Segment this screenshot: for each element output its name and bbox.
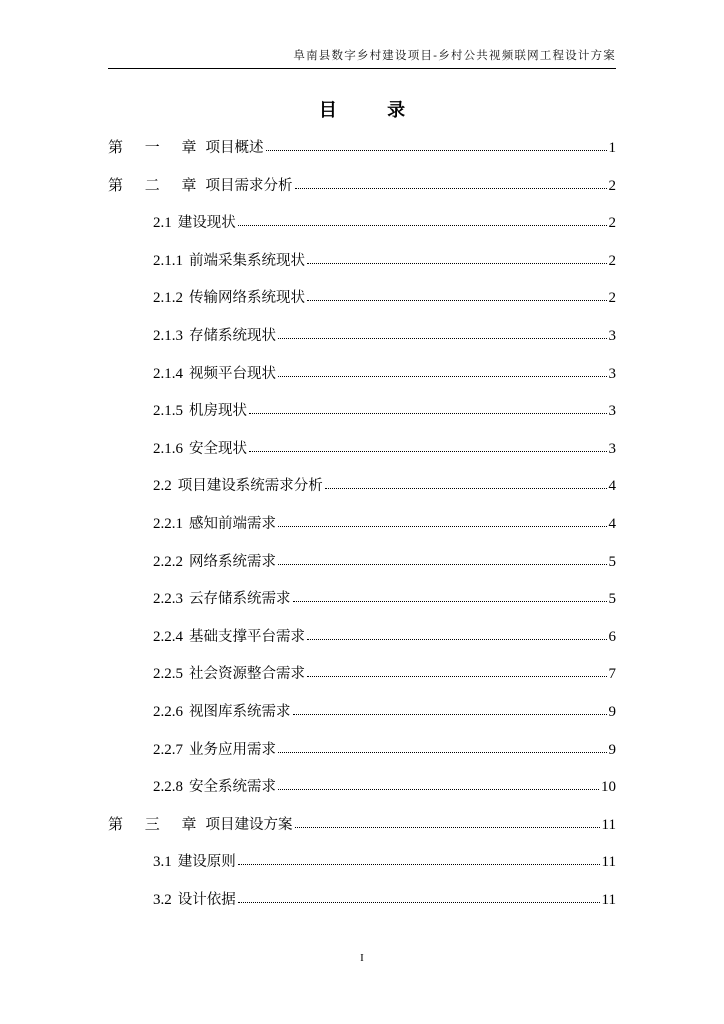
toc-entry-page: 4 [608,478,616,495]
toc-entry-number: 2.2.5 [153,666,183,683]
toc-entry-number: 2.2.3 [153,591,183,608]
toc-entry[interactable] [153,738,616,760]
toc-entry-page: 7 [608,666,616,683]
toc-entry-label: 业务应用需求 [189,741,276,758]
toc-entry-number: 第 一 章 [108,140,206,156]
toc-entry[interactable] [153,211,616,233]
toc-entry-label: 网络系统需求 [189,553,276,570]
toc-entry-label: 机房现状 [189,403,247,420]
toc-entry-page: 2 [608,290,616,307]
toc-dot-leader [238,225,607,226]
toc-entry-number: 3.2 [153,892,172,908]
toc-entry-page: 3 [608,403,616,420]
toc-entry-label: 视频平台现状 [189,365,276,382]
toc-dot-leader [266,150,607,151]
toc-dot-leader [249,451,607,452]
toc-entry-number: 2.2.7 [153,741,183,758]
toc-entry-number: 2.2.8 [153,779,183,796]
toc-entry-page: 3 [608,440,616,457]
toc-entry-label: 存储系统现状 [189,328,276,344]
toc-entry-number: 3.1 [153,854,172,871]
toc-dot-leader [278,338,607,339]
toc-dot-leader [278,526,607,527]
toc-entry[interactable] [153,550,616,572]
toc-entry-page: 6 [608,628,616,645]
toc-entry[interactable] [153,587,616,609]
toc-entry-label: 建设现状 [177,215,236,232]
toc-dot-leader [307,676,607,677]
toc-entry-number: 2.1.5 [153,403,183,420]
toc-entry[interactable] [153,474,616,496]
toc-entry[interactable] [153,775,616,797]
toc-entry-number: 2.2 [153,478,172,495]
toc-entry[interactable] [108,136,616,158]
toc-entry-number: 2.2.6 [153,704,183,720]
toc-entry[interactable] [153,625,616,647]
toc-dot-leader [293,601,607,602]
toc-dot-leader [249,413,607,414]
toc-dot-leader [278,752,607,753]
toc-dot-leader [278,564,607,565]
toc-entry-page: 11 [601,816,616,833]
toc-dot-leader [307,263,607,264]
toc-entry-number: 2.2.2 [153,553,183,570]
toc-entry-page: 11 [601,854,616,871]
toc-entry-number: 2.1.2 [153,290,183,307]
toc-dot-leader [307,639,607,640]
toc-entry-page: 5 [608,591,616,608]
toc-dot-leader [278,789,599,790]
toc-entry[interactable] [153,437,616,459]
toc-dot-leader [238,902,600,903]
toc-entry-label: 感知前端需求 [189,516,276,532]
toc-entry-page: 3 [608,365,616,382]
toc-entry-label: 社会资源整合需求 [189,666,305,683]
toc-entry-number: 2.2.4 [153,628,183,645]
toc-dot-leader [293,714,607,715]
toc-entry[interactable] [153,888,616,910]
toc-entry-label: 安全现状 [189,440,247,457]
toc-entry[interactable] [108,813,616,835]
toc-entry[interactable] [153,249,616,271]
toc-entry[interactable] [153,362,616,384]
toc-entry-page: 1 [608,140,616,156]
toc-title: 目 录 [318,100,428,121]
toc-entry-label: 设计依据 [177,892,236,908]
toc-entry-page: 2 [608,177,616,194]
toc-entry-page: 2 [608,252,616,269]
toc-dot-leader [295,188,607,189]
toc-dot-leader [238,864,600,865]
toc-entry[interactable] [153,850,616,872]
toc-entry-label: 项目建设系统需求分析 [177,478,323,495]
toc-entry-page: 11 [601,892,616,908]
toc-entry-number: 第 二 章 [108,177,206,194]
toc-entry-page: 2 [608,215,616,232]
toc-entry-label: 基础支撑平台需求 [189,628,305,645]
toc-entry-number: 2.1.4 [153,365,183,382]
toc-entry-page: 9 [608,741,616,758]
toc-dot-leader [278,376,607,377]
toc-entry-label: 建设原则 [177,854,236,871]
running-header: 阜南县数字乡村建设项目-乡村公共视频联网工程设计方案 [293,48,616,62]
toc-entry-number: 2.1.3 [153,328,183,344]
toc-entry[interactable] [153,700,616,722]
toc-entry[interactable] [153,286,616,308]
toc-entry[interactable] [153,399,616,421]
header-rule [108,68,616,69]
toc-entry-number: 2.1.1 [153,252,183,269]
toc-entry-page: 3 [608,328,616,344]
toc-entry-label: 视图库系统需求 [189,704,291,720]
toc-entry-page: 9 [608,704,616,720]
toc-entry-number: 2.1.6 [153,440,183,457]
toc-entry-label: 前端采集系统现状 [189,252,305,269]
toc-entry-label: 安全系统需求 [189,779,276,796]
toc-entry[interactable] [108,174,616,196]
toc-entry[interactable] [153,662,616,684]
toc-entry[interactable] [153,324,616,346]
footer-page-number: I [360,952,364,964]
toc-entry-page: 4 [608,516,616,532]
toc-entry-label: 云存储系统需求 [189,591,291,608]
toc-entry-label: 项目概述 [205,140,264,156]
toc-dot-leader [325,488,607,489]
toc-entry-label: 项目需求分析 [205,177,293,194]
toc-entry-page: 10 [601,779,616,796]
toc-entry-number: 第 三 章 [108,816,206,833]
toc-dot-leader [307,300,607,301]
toc-entry-number: 2.1 [153,215,172,232]
toc-entry-page: 5 [608,553,616,570]
toc-entry[interactable] [153,512,616,534]
toc-dot-leader [295,827,600,828]
toc-entry-label: 项目建设方案 [205,816,293,833]
toc-entry-label: 传输网络系统现状 [189,290,305,307]
toc-entry-number: 2.2.1 [153,516,183,532]
